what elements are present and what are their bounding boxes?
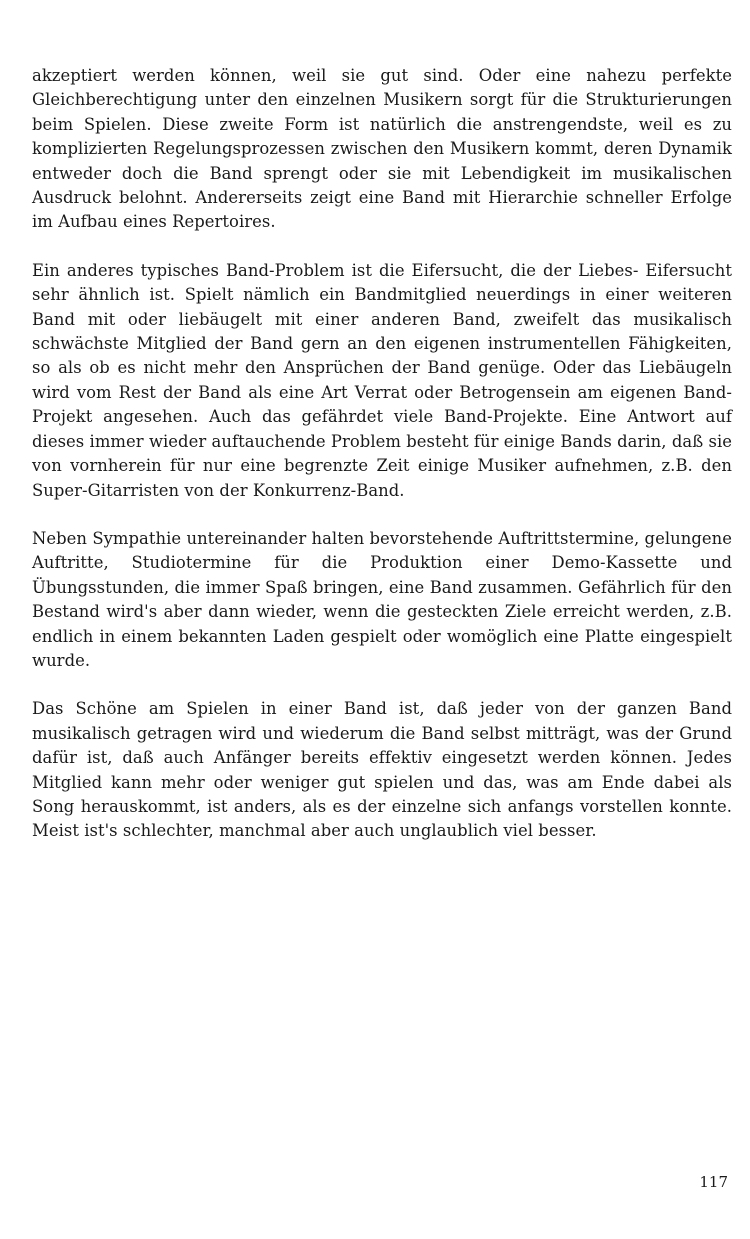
body-text [32, 64, 732, 844]
paragraph-3: Neben Sympathie untereinander halten bevorstehende Auftrittstermine, gelungene Auftritte, Studiotermine für die Produktion einer Demo-Kassette und Übungsstunden, die immer Spaß bringen, eine Band zusammen. Gefährlich für den Bestand wird's aber dann wieder, wenn die gesteckten Ziele erreicht werden, z.B. endlich in einem bekannten Laden gespielt oder womöglich eine Platte eingespielt wurde. [32, 528, 732, 670]
paragraph-1: akzeptiert werden können, weil sie gut sind. Oder eine nahezu perfekte Gleichberechtigung unter den einzelnen Musikern sorgt für die Strukturierungen beim Spielen. Diese zweite Form ist natürlich die anstrengendste, weil es zu komplizierten Regelungsprozessen zwischen den Musikern kommt, deren Dynamik entweder doch die Band sprengt oder sie mit Lebendigkeit im musikalischen Ausdruck belohnt. Andererseits zeigt eine Band mit Hierarchie schneller Erfolge im Aufbau eines Repertoires. [32, 66, 732, 232]
paragraph-4: Das Schöne am Spielen in einer Band ist, daß jeder von der ganzen Band musikalisch getragen wird und wiederum die Band selbst mitträgt, was der Grund dafür ist, daß auch Anfänger bereits effektiv eingesetzt werden können. Jedes Mitglied kann mehr oder weniger gut spielen und das, was am Ende dabei als Song herauskommt, ist anders, als es der einzelne sich anfangs vorstellen konnte. Meist ist's schlechter, manchmal aber auch unglaublich viel besser. [32, 699, 732, 841]
page-number: 117 [699, 1173, 728, 1191]
paragraph-2: Ein anderes typisches Band-Problem ist die Eifersucht, die der Liebes- Eifersucht sehr ähnlich ist. Spielt nämlich ein Bandmitglied neuerdings in einer weiteren Band mit oder liebäugelt mit einer anderen Band, zweifelt das musikalisch schwächste Mitglied der Band gern an den eigenen instrumentellen Fähigkeiten, so als ob es nicht mehr den Ansprüchen der Band genüge. Oder das Liebäugeln wird vom Rest der Band als eine Art Verrat oder Betrogensein am eigenen Band-Projekt angesehen. Auch das gefährdet viele Band-Projekte. Eine Antwort auf dieses immer wieder auftauchende Problem besteht für einige Bands darin, daß sie von vornherein für nur eine begrenzte Zeit einige Musiker aufnehmen, z.B. den Super-Gitarristen von der Konkurrenz-Band. [32, 260, 732, 500]
